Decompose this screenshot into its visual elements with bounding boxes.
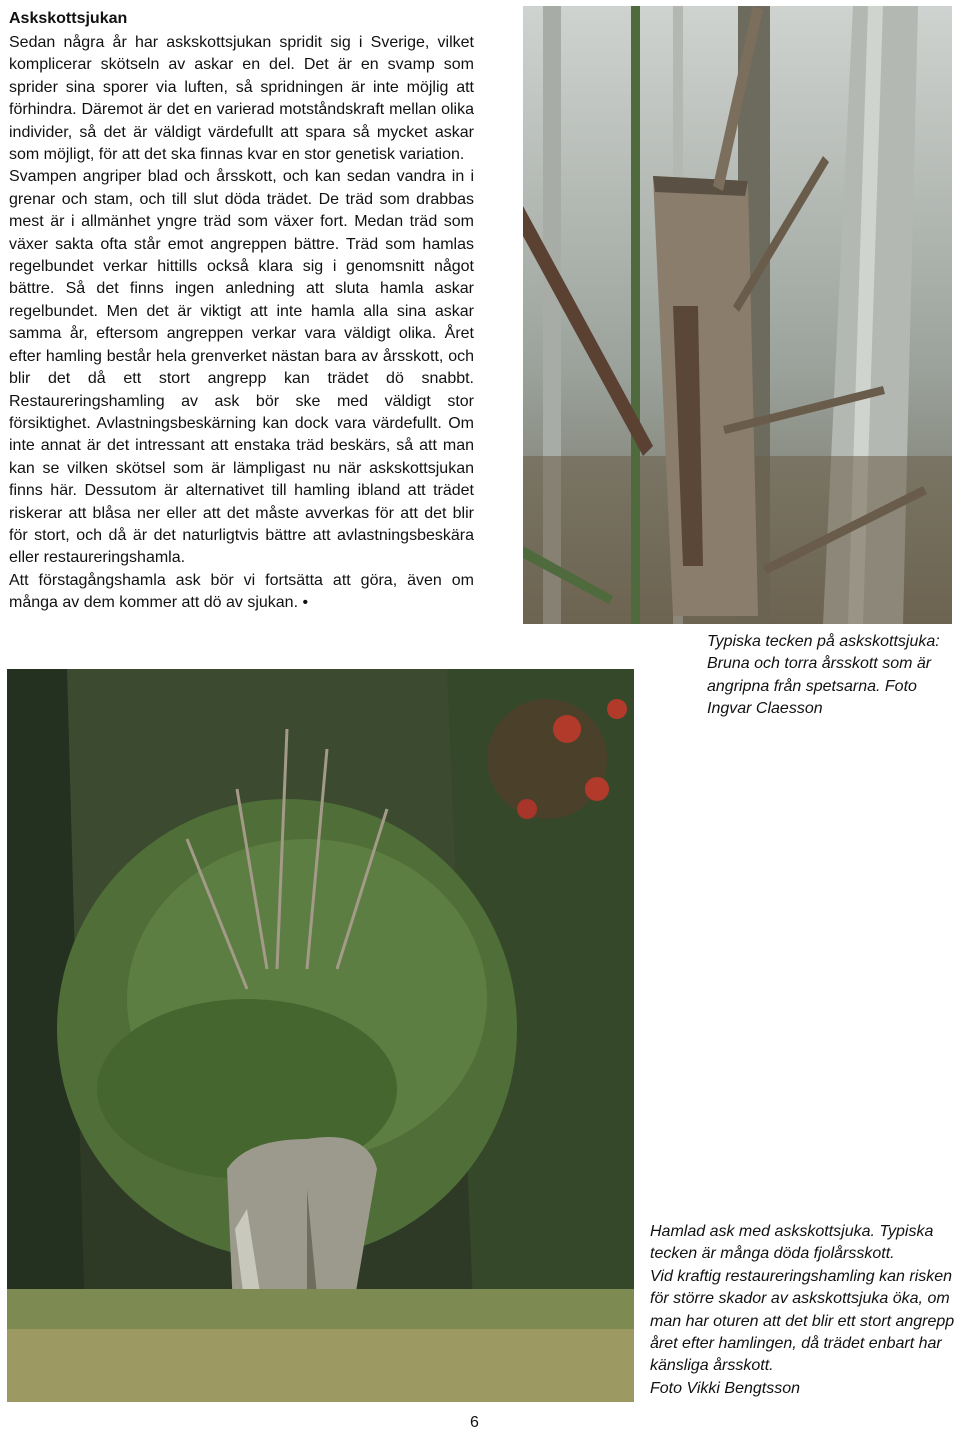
photo-pollarded-ash	[7, 669, 634, 1402]
caption-bottom-line-2: Vid kraftig restaureringshamling kan risken för större skador av askskottsjuka öka, om man har oturen att det blir ett stort angrepp året efter hamlingen, då trädet enbart har känsliga årsskott.	[650, 1267, 955, 1375]
paragraph-3: Att förstagångshamla ask bör vi fortsätta att göra, även om många av dem kommer att dö av sjukan. •	[9, 571, 474, 612]
caption-bottom	[650, 1221, 955, 1400]
article-title: Askskottsjukan	[9, 10, 128, 27]
caption-bottom-line-3: Foto Vikki Bengtsson	[650, 1379, 801, 1397]
article-body	[9, 32, 474, 615]
page-number: 6	[470, 1414, 479, 1431]
paragraph-1: Sedan några år har askskottsjukan spridit sig i Sverige, vilket komplicerar skötseln av askar en del. Det är en svamp som sprider sina sporer via luften, så spridningen är inte möjlig att förhindra. Däremot är det en varierad motståndskraft mellan olika individer, så det är väldigt värdefullt att spara så mycket askar som möjligt, för att det ska finnas kvar en stor genetisk variation.	[9, 34, 474, 164]
caption-bottom-line-1: Hamlad ask med askskottsjuka. Typiska tecken är många döda fjolårsskott.	[650, 1223, 934, 1263]
caption-top: Typiska tecken på askskottsjuka: Bruna och torra årsskott som är angripna från spetsarna. Foto Ingvar Claesson	[707, 633, 940, 718]
photo-ash-shoots	[523, 6, 952, 624]
paragraph-2: Svampen angriper blad och årsskott, och kan sedan vandra in i grenar och stam, och till slut döda trädet. De träd som drabbas mest är i allmänhet yngre träd som växer fort. Medan träd som växer sakta ofta står emot angreppen bättre. Träd som hamlas regelbundet verkar hittills också klara sig i genomsnitt något bättre. Så det finns ingen anledning att sluta hamla askar regelbundet. Men det är viktigt att inte hamla alla sina askar samma år, eftersom angreppen verkar vara väldigt olika. Året efter hamling består hela grenverket nästan bara av årsskott, och blir det då ett stort angrepp kan trädet dö snabbt. Restaureringshamling av ask bör ske med väldigt stor försiktighet. Avlastningsbeskärning kan dock vara värdefullt. Om inte annat är det intressant att enstaka träd beskärs, så att man kan se vilken skötsel som är lämpligast nu när askskottsjukan finns här. Dessutom är alternativet till hamling ibland att trädet riskerar att blåsa ner eller att det måste avverkas för att det blir för stort, och då är det naturligtvis bättre att avlastningsbeskära eller restaureringshamla.	[9, 168, 474, 567]
